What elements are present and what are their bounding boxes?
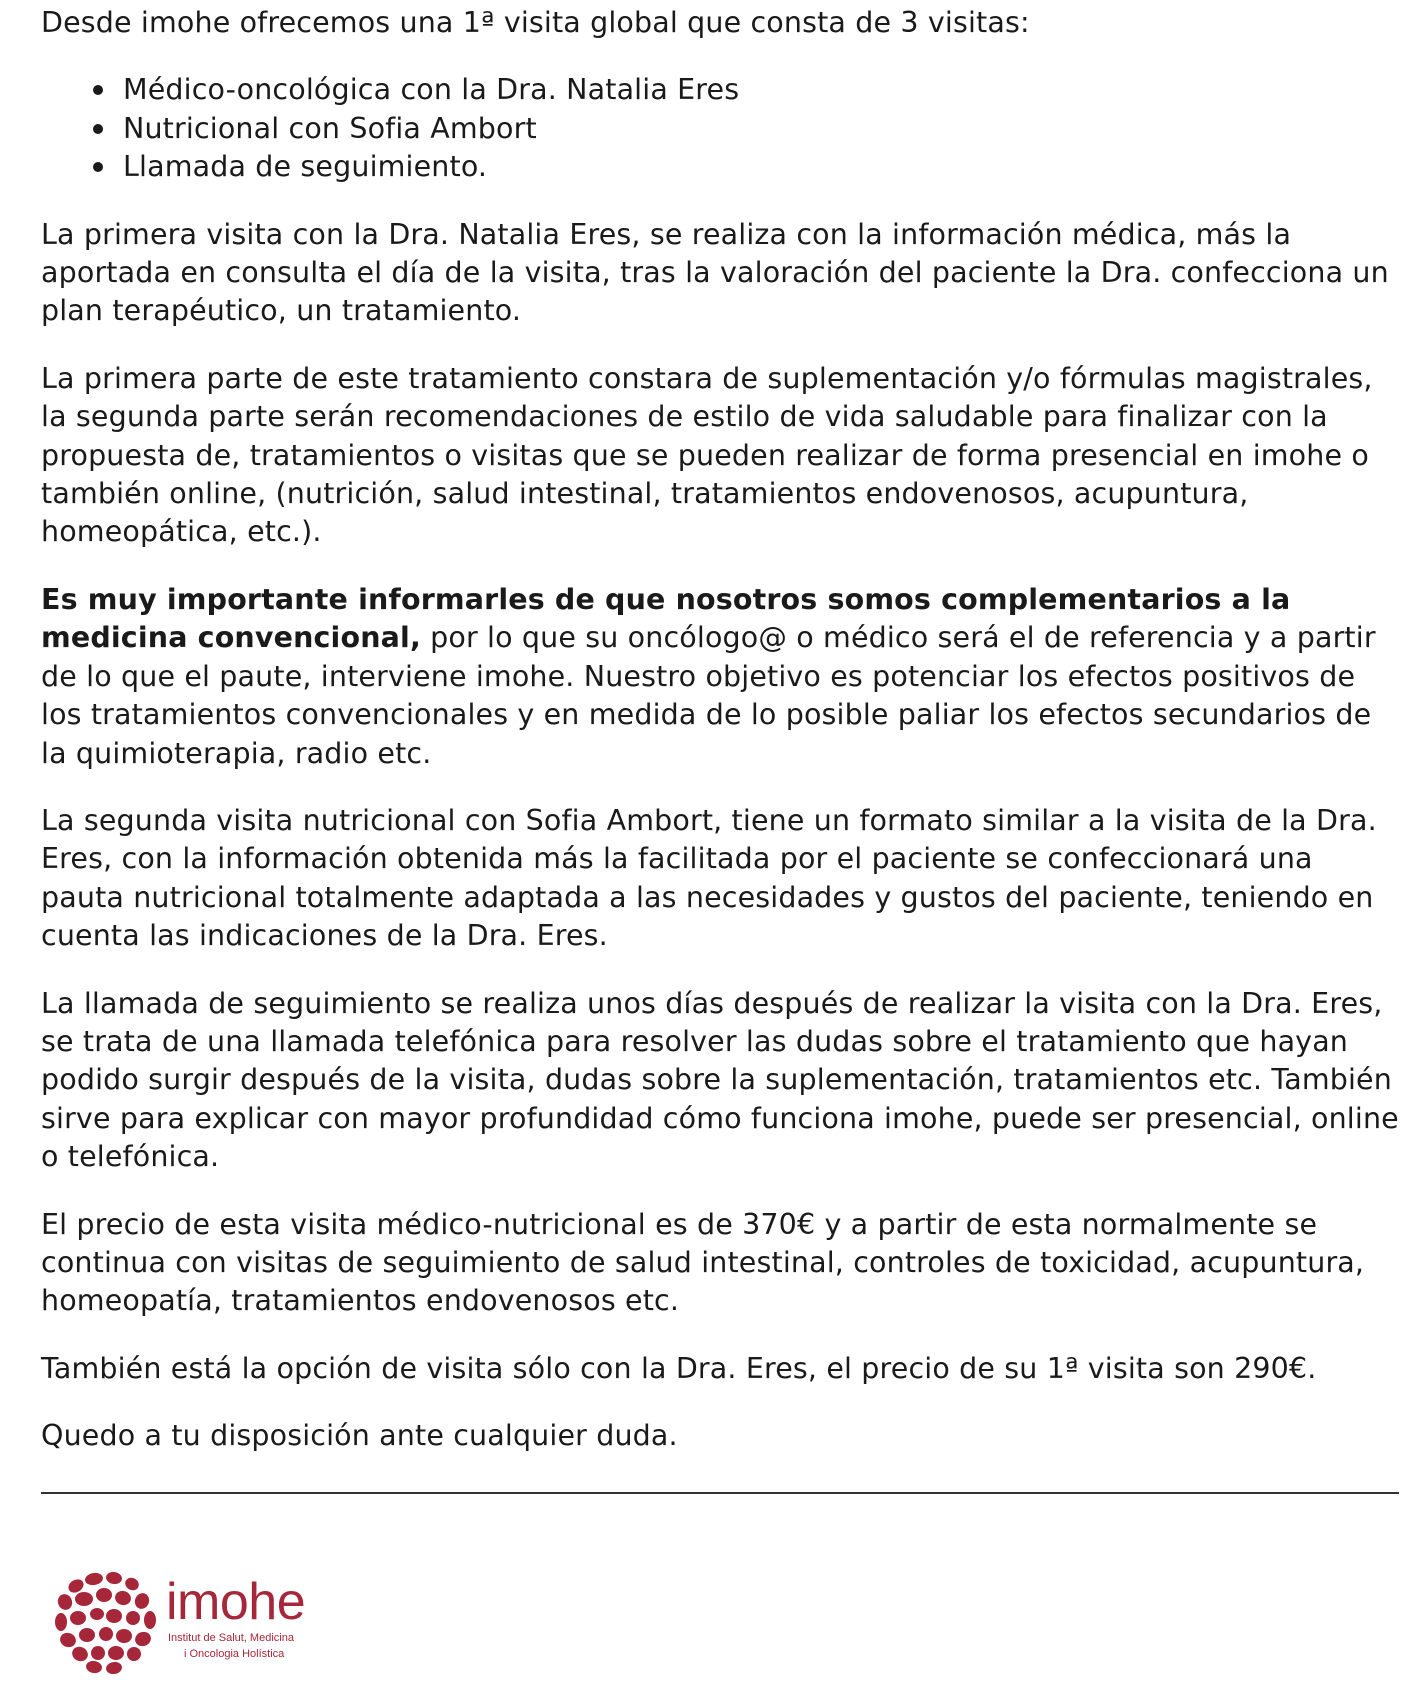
paragraph-follow-up-call: La llamada de seguimiento se realiza unos días después de realizar la visita con la Dra. Eres, se trata de una llamada telefónica para resolver las dudas sobre el tratamiento que hayan podido surgir después de la visita, dudas sobre la suplementación, tratamientos etc. También sirve para explicar con mayor profundidad cómo funciona imohe, puede ser presencial, online o telefónica. [41, 986, 1399, 1174]
email-body [41, 4, 1401, 1485]
list-item: Nutricional con Sofia Ambort [123, 110, 1401, 148]
cell-cluster-icon [54, 1570, 160, 1676]
visits-list [41, 71, 1401, 186]
complementary-text: por lo que su oncólogo@ o médico será el de referencia y a partir de lo que el paute, interviene imohe. Nuestro objetivo es potenciar los efectos positivos de los tratamientos convencionales y en medida de lo posible paliar los efectos secundarios de la quimioterapia, radio etc. [41, 621, 1376, 770]
paragraph-complementary [41, 581, 1401, 773]
list-item: Médico-oncológica con la Dra. Natalia Eres [123, 71, 1401, 109]
paragraph-treatment: La primera parte de este tratamiento constara de suplementación y/o fórmulas magistrales, la segunda parte serán recomendaciones de estilo de vida saludable para finalizar con la propuesta de, tratamientos o visitas que se pueden realizar de forma presencial en imohe o también online, (nutrición, salud intestinal, tratamientos endovenosos, acupuntura, homeopática, etc.). [41, 361, 1373, 549]
logo-subtitle: Institut de Salut, Medicina [168, 1632, 294, 1644]
logo-subtitle: i Oncologia Holística [184, 1648, 285, 1660]
closing-text: Quedo a tu disposición ante cualquier duda. [41, 1419, 678, 1453]
paragraph-price: El precio de esta visita médico-nutricional es de 370€ y a partir de esta normalmente se continua con visitas de seguimiento de salud intestinal, controles de toxicidad, acupuntura, homeopatía, tratamientos endovenosos etc. [41, 1207, 1365, 1318]
list-item: Llamada de seguimiento. [123, 148, 1401, 186]
paragraph-nutrition-visit: La segunda visita nutricional con Sofia Ambort, tiene un formato similar a la visita de la Dra. Eres, con la información obtenida más la facilitada por el paciente se confeccionará una pauta nutricional totalmente adaptada a las necesidades y gustos del paciente, teniendo en cuenta las indicaciones de la Dra. Eres. [41, 803, 1377, 953]
complementary-emphasis: Es muy importante informarles de que nosotros somos complementarios a la medicina convencional, [41, 582, 1291, 655]
paragraph-first-visit: La primera visita con la Dra. Natalia Eres, se realiza con la información médica, más la aportada en consulta el día de la visita, tras la valoración del paciente la Dra. confecciona un plan terapéutico, un tratamiento. [41, 217, 1389, 328]
imohe-logo [54, 1570, 354, 1675]
logo-wordmark: imohe [166, 1573, 306, 1631]
signature-divider [41, 1492, 1399, 1494]
paragraph-alt-price: También está la opción de visita sólo con la Dra. Eres, el precio de su 1ª visita son 290€. [41, 1351, 1317, 1385]
intro-text: Desde imohe ofrecemos una 1ª visita global que consta de 3 visitas: [41, 6, 1030, 39]
